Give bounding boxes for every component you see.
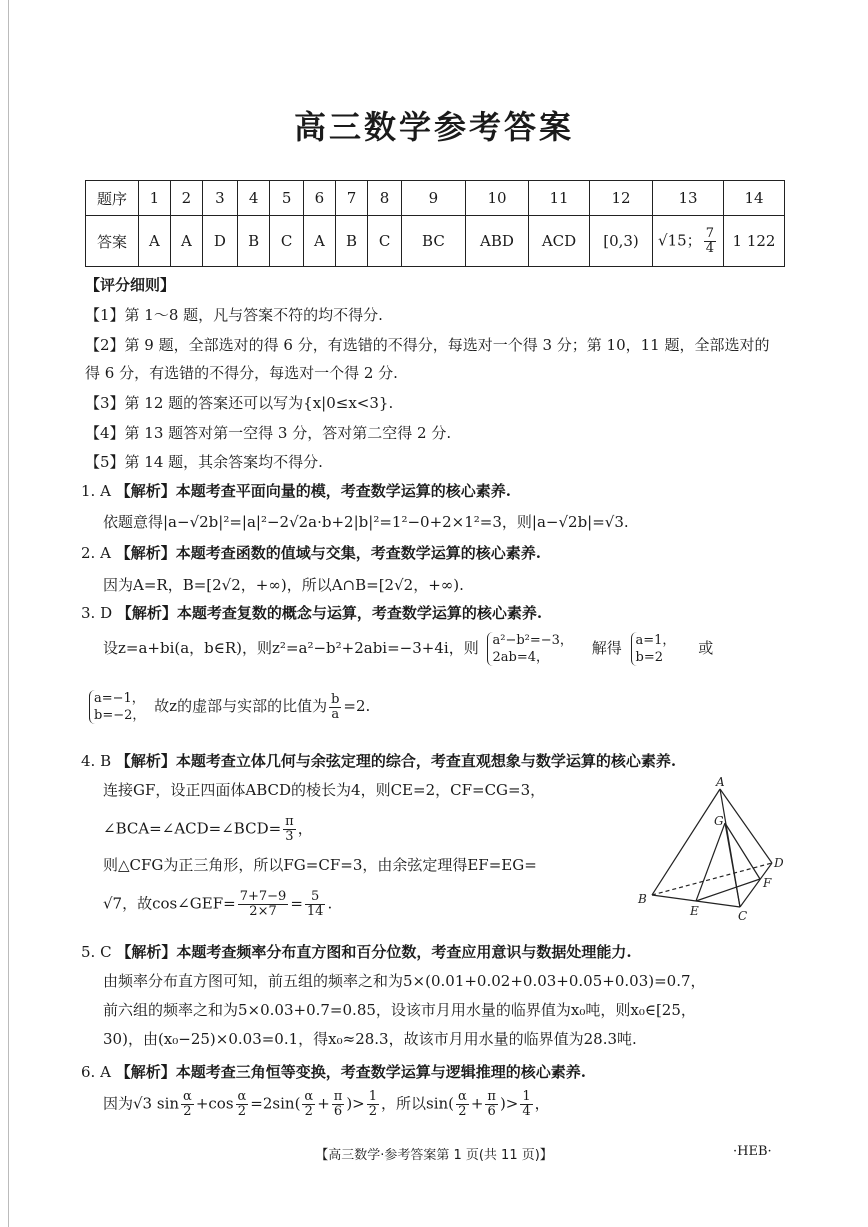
q3-sys1-line2: 2ab=4， [492, 650, 549, 665]
grading-rule-4: 【4】第 13 题答对第一空得 3 分，答对第二空得 2 分. [85, 424, 452, 442]
table-cell: 3 [202, 181, 237, 216]
q4-frac1-den: 2×7 [249, 904, 277, 919]
q2-heading [81, 542, 541, 563]
q3-sys3-line1: a=−1， [94, 691, 145, 706]
q5-answer: 5. C [81, 943, 112, 961]
table-cell: 7 [335, 181, 367, 216]
q6-half-den: 2 [368, 1104, 378, 1119]
answer-table-number-row [86, 181, 785, 216]
q6-part2: +cos [195, 1094, 234, 1113]
label-F: F [763, 876, 772, 890]
table-cell-13 [653, 216, 724, 267]
q5-line1: 由频率分布直方图可知，前五组的频率之和为5×(0.01+0.02+0.03+0.05+0.03)=0.7， [103, 972, 706, 990]
q4-equals: = [290, 894, 303, 913]
table-cell: 11 [529, 181, 590, 216]
ans13-root: √15 [658, 231, 687, 249]
q4-frac-1 [238, 890, 289, 919]
label-D: D [774, 856, 784, 870]
table-cell: A [170, 216, 202, 267]
row-label-number: 题序 [86, 181, 139, 216]
left-margin-line [8, 0, 9, 1227]
q6-pi-sixth-2 [485, 1090, 498, 1119]
q4-period: . [327, 894, 333, 913]
q6-part7: ， [534, 1094, 550, 1113]
q6-alpha-half-1 [181, 1090, 194, 1119]
q6-alpha-half-2 [236, 1090, 249, 1119]
q2-answer: 2. A [81, 544, 111, 562]
q6-alpha-num: α [458, 1089, 467, 1104]
q6-pi-sixth-1 [332, 1090, 345, 1119]
q6-heading [81, 1061, 586, 1082]
footer-code: ·HEB· [733, 1144, 772, 1159]
q3-ratio-value: =2. [343, 697, 371, 715]
q4-line1: 连接GF，设正四面体ABCD的棱长为4，则CE=2，CF=CG=3， [103, 781, 546, 799]
q3-ratio-den: a [331, 706, 340, 722]
q3-sys2-line1: a=1， [635, 633, 676, 648]
q1-analysis-tag: 【解析】本题考查平面向量的模，考查数学运算的核心素养. [115, 482, 511, 500]
ans13-sep: ； [686, 231, 702, 249]
q4-analysis-tag: 【解析】本题考查立体几何与余弦定理的综合，考查直观想象与数学运算的核心素养. [115, 752, 677, 770]
table-cell: C [270, 216, 304, 267]
answer-table [85, 180, 785, 267]
q6-alpha-den: 2 [458, 1104, 467, 1119]
segment-EF [696, 879, 760, 901]
q4-angles: ∠BCA=∠ACD=∠BCD= [103, 819, 282, 838]
q6-half-num: 1 [368, 1089, 378, 1104]
table-cell: D [202, 216, 237, 267]
table-cell: 1 [139, 181, 171, 216]
table-cell: 9 [401, 181, 465, 216]
q5-analysis-tag: 【解析】本题考查频率分布直方图和百分位数，考查应用意识与数据处理能力. [116, 943, 632, 961]
edge-AD [720, 789, 772, 863]
q6-part1: 因为√3 sin [103, 1094, 180, 1113]
answer-table-answer-row [86, 216, 785, 267]
q3-sys3-line2: b=−2， [94, 708, 146, 723]
q5-line3: 30)，由(x₀−25)×0.03=0.1，得x₀≈28.3，故该市月用水量的临界值为28.3吨. [103, 1030, 637, 1048]
table-cell: BC [401, 216, 465, 267]
q6-quarter-num: 1 [522, 1089, 531, 1104]
table-cell: B [237, 216, 269, 267]
q2-analysis-tag: 【解析】本题考查函数的值域与交集，考查数学运算的核心素养. [115, 544, 541, 562]
q4-line4 [103, 890, 332, 919]
q1-answer: 1. A [81, 482, 111, 500]
q6-alpha-num: α [304, 1089, 314, 1104]
q6-alpha-den: 2 [237, 1104, 247, 1119]
q6-alpha-num: α [183, 1089, 192, 1104]
q4-answer: 4. B [81, 752, 112, 770]
q4-pi-num: π [285, 814, 294, 829]
table-cell: 12 [590, 181, 653, 216]
q3-ratio [329, 693, 341, 722]
ans13-num: 7 [705, 225, 714, 241]
table-cell: [0,3) [590, 216, 653, 267]
table-cell: 2 [170, 181, 202, 216]
q3-text-a: 设z=a+bi(a，b∈R)，则z²=a²−b²+2abi=−3+4i，则 [103, 639, 479, 657]
q3-body-line2 [85, 690, 370, 724]
q3-analysis-tag: 【解析】本题考查复数的概念与运算，考查数学运算的核心素养. [116, 604, 543, 622]
label-G: G [714, 814, 724, 828]
label-C: C [738, 909, 748, 923]
row-label-answer: 答案 [86, 216, 139, 267]
q3-ratio-num: b [331, 691, 340, 707]
q6-alpha-den: 2 [183, 1104, 192, 1119]
q6-quarter-den: 4 [522, 1104, 531, 1119]
q1-body: 依题意得|a−√2b|²=|a|²−2√2a·b+2|b|²=1²−0+2×1²=3，则|a−√2b|=√3. [103, 513, 629, 531]
q4-pi-third [283, 815, 296, 844]
grading-rule-5: 【5】第 14 题，其余答案均不得分. [85, 453, 323, 471]
table-cell: ABD [466, 216, 529, 267]
q5-line2: 前六组的频率之和为5×0.03+0.7=0.85，设该市月用水量的临界值为x₀吨，则x₀∈[25， [103, 1001, 696, 1019]
grading-rule-2a: 【2】第 9 题，全部选对的得 6 分，有选错的不得分，每选对一个得 3 分；第 10，11 题，全部选对的 [85, 336, 770, 354]
ans13-fraction [704, 227, 716, 256]
q5-heading [81, 941, 632, 962]
q6-part6: )> [499, 1094, 519, 1113]
q3-body-line1 [103, 632, 713, 666]
q3-system-2 [631, 632, 676, 666]
q6-alpha-num: α [237, 1089, 247, 1104]
q4-frac1-num: 7+7−9 [239, 889, 287, 904]
q6-half [367, 1090, 379, 1119]
table-cell: 14 [724, 181, 785, 216]
q6-alpha-half-4 [456, 1090, 469, 1119]
q3-system-3 [89, 690, 145, 724]
q3-heading [81, 602, 542, 623]
table-cell: 5 [270, 181, 304, 216]
q4-cos-text: √7，故cos∠GEF= [103, 894, 236, 913]
table-cell: 1 122 [724, 216, 785, 267]
grading-rule-3: 【3】第 12 题的答案还可以写为{x|0≤x<3}. [85, 394, 394, 412]
q6-body: 因为√3 sin $\frac{\alpha}{2}$ +cos $\frac{\alpha}{2}$ =2sin( $\frac{\alpha}{2}$ + $\frac{\pi}{6}$ )> $\frac{1}{2}$ ，所以sin( $\frac{\alpha}{2}$ + $\frac{\pi}{6}$ )> $\frac{1}{4}$ ， [103, 1089, 550, 1119]
page-footer: 【高三数学·参考答案第 1 页(共 11 页)】 [315, 1148, 553, 1163]
table-cell: 8 [368, 181, 402, 216]
table-cell: 6 [303, 181, 335, 216]
q6-part4: )> [346, 1094, 365, 1113]
q3-system-1 [487, 632, 572, 666]
label-A: A [716, 775, 725, 789]
table-cell: B [335, 216, 367, 267]
q6-analysis-tag: 【解析】本题考查三角恒等变换，考查数学运算与逻辑推理的核心素养. [115, 1063, 586, 1081]
grading-rule-2b: 得 6 分，有选错的不得分，每选对一个得 2 分. [85, 364, 398, 382]
q1-heading [81, 480, 511, 501]
q3-sys1-line1: a²−b²=−3， [492, 633, 573, 648]
table-cell: 13 [653, 181, 724, 216]
q3-answer: 3. D [81, 604, 113, 622]
q6-pi-num: π [333, 1089, 343, 1104]
q4-pi-den: 3 [285, 829, 294, 844]
q4-frac-2 [305, 890, 326, 919]
tetrahedron-figure [630, 775, 790, 925]
q6-alpha-half-3 [302, 1090, 315, 1119]
segment-GE [696, 823, 725, 901]
grading-rule-1: 【1】第 1～8 题，凡与答案不符的均不得分. [85, 306, 383, 324]
q6-pi-den: 6 [333, 1104, 343, 1119]
q2-body: 因为A=R，B=[2√2，+∞)，所以A∩B=[2√2，+∞). [103, 576, 464, 594]
label-E: E [690, 904, 699, 918]
q6-alpha-den: 2 [304, 1104, 313, 1119]
page-title: 高三数学参考答案 [293, 108, 574, 146]
label-B: B [638, 892, 647, 906]
table-cell: A [303, 216, 335, 267]
q4-heading [81, 750, 676, 771]
q3-or: 或 [698, 639, 714, 657]
q6-pi-den: 6 [487, 1104, 496, 1119]
q3-text-b: 故z的虚部与实部的比值为 [154, 697, 328, 715]
q6-quarter [520, 1090, 532, 1119]
q4-line2 [103, 815, 313, 844]
q3-solve: 解得 [591, 639, 622, 657]
table-cell: ACD [529, 216, 590, 267]
table-cell: 10 [466, 181, 529, 216]
q6-part3: =2sin( [250, 1094, 301, 1113]
q6-pi-num: π [487, 1089, 496, 1104]
q4-comma: ， [297, 819, 313, 838]
q4-frac2-num: 5 [305, 890, 326, 905]
ans13-den: 4 [705, 240, 714, 256]
q4-line3: 则△CFG为正三角形，所以FG=CF=3，由余弦定理得EF=EG= [103, 856, 537, 874]
grading-header: 【评分细则】 [85, 276, 176, 294]
q6-part5: ，所以sin( [381, 1094, 455, 1113]
q6-answer: 6. A [81, 1063, 111, 1081]
table-cell: 4 [237, 181, 269, 216]
table-cell: A [139, 216, 171, 267]
q4-frac2-den: 14 [306, 904, 324, 919]
table-cell: C [368, 216, 402, 267]
q3-sys2-line2: b=2 [635, 650, 664, 665]
